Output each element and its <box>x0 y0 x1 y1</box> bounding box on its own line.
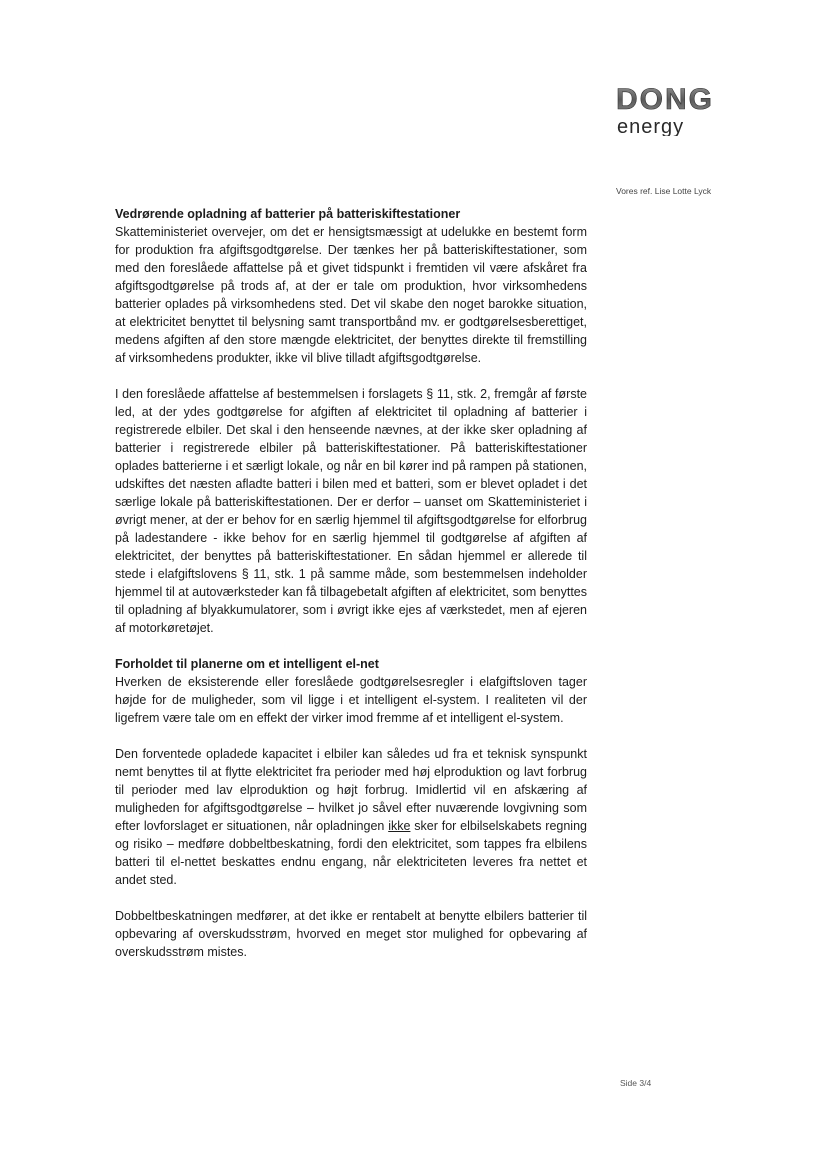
paragraph: I den foreslåede affattelse af bestemmelsen i forslagets § 11, stk. 2, fremgår af første led, at der ydes godtgørelse for afgiften af elektricitet til opladning af batterier i registrerede elbiler. Det skal i den henseende nævnes, at der ikke sker opladning af batterier i registrerede elbiler på batteriskiftestationer. På batteriskiftestationer oplades batterierne i et særligt lokale, og når en bil kører ind på rampen på stationen, udskiftes det næsten afladte batteri i bilen med et batteri, som er blevet opladet i det særlige lokale på batteriskiftestationen. Der er derfor – uanset om Skatteministeriet i øvrigt mener, at der er behov for en særlig hjemmel til afgiftsgodtgørelse for elforbrug på ladestandere - ikke behov for en særlig hjemmel til godtgørelse af afgiften af elektricitet, der benyttes på batteriskiftestationer. En sådan hjemmel er allerede til stede i elafgiftslovens § 11, stk. 1 på samme måde, som bestemmelsen indeholder hjemmel til at autoværksteder kan få tilbagebetalt afgiften af elektricitet, som benyttes til opladning af blyakkumulatorer, som i øvrigt ikke ejes af værkstedet, men af ejeren af motorkøretøjet. <box>115 387 587 635</box>
paragraph: Skatteministeriet overvejer, om det er hensigtsmæssigt at udelukke en bestemt form for produktion fra afgiftsgodtgørelse. Der tænkes her på batteriskiftestationer, som med den foreslåede affattelse på et givet tidspunkt i fremtiden vil være afskåret fra afgiftsgodtgørelse på trods af, at der er tale om produktion, hvor virksomhedens batterier oplades på virksomhedens sted. Det vil skabe den noget barokke situation, at elektricitet benyttet til belysning samt transportbånd mv. er godtgørelsesberettiget, medens afgiften af den store mængde elektricitet, der benyttes direkte til fremstilling af virksomhedens produkter, ikke vil blive tilladt afgiftsgodtgørelse. <box>115 225 587 365</box>
logo-subline: energy <box>617 116 685 136</box>
reference-line: Vores ref. Lise Lotte Lyck <box>616 186 712 196</box>
paragraph <box>115 745 587 889</box>
paragraph-text: Den forventede opladede kapacitet i elbiler kan således ud fra et teknisk synspunkt nemt benyttes til at flytte elektricitet fra perioder med høj elproduktion og lavt forbrug til perioder med lav elproduktion og højt forbrug. Imidlertid vil en afskæring af muligheden for afgiftsgodtgørelse – hvilket jo såvel efter nuværende lovgivning som efter lovforslaget er situationen, når opladningen <box>115 747 587 833</box>
paragraph-text: sker for elbilselskabets regning og risiko – medføre dobbeltbeskatning, fordi den elektricitet, som tappes fra elbilens batteri til el-nettet beskattes endnu engang, når elektriciteten leveres fra nettet et andet sted. <box>115 819 587 887</box>
paragraph: Hverken de eksisterende eller foreslåede godtgørelsesregler i elafgiftsloven tager højde for de muligheder, som vil ligge i et intelligent el-system. I realiteten vil der ligefrem være tale om en effekt der virker imod fremme af et intelligent el-system. <box>115 675 587 725</box>
company-logo <box>614 84 776 136</box>
paragraph: Dobbeltbeskatningen medfører, at det ikke er rentabelt at benytte elbilers batterier til opbevaring af overskudsstrøm, hvorved en meget stor mulighed for opbevaring af overskudsstrøm mistes. <box>115 909 587 959</box>
section-heading: Vedrørende opladning af batterier på batteriskiftestationer <box>115 207 461 221</box>
letter-body <box>115 205 587 961</box>
section-heading: Forholdet til planerne om et intelligent el-net <box>115 657 379 671</box>
logo-wordmark: DONG <box>616 84 714 116</box>
page-number: Side 3/4 <box>620 1078 652 1088</box>
underlined-word: ikke <box>388 819 411 833</box>
